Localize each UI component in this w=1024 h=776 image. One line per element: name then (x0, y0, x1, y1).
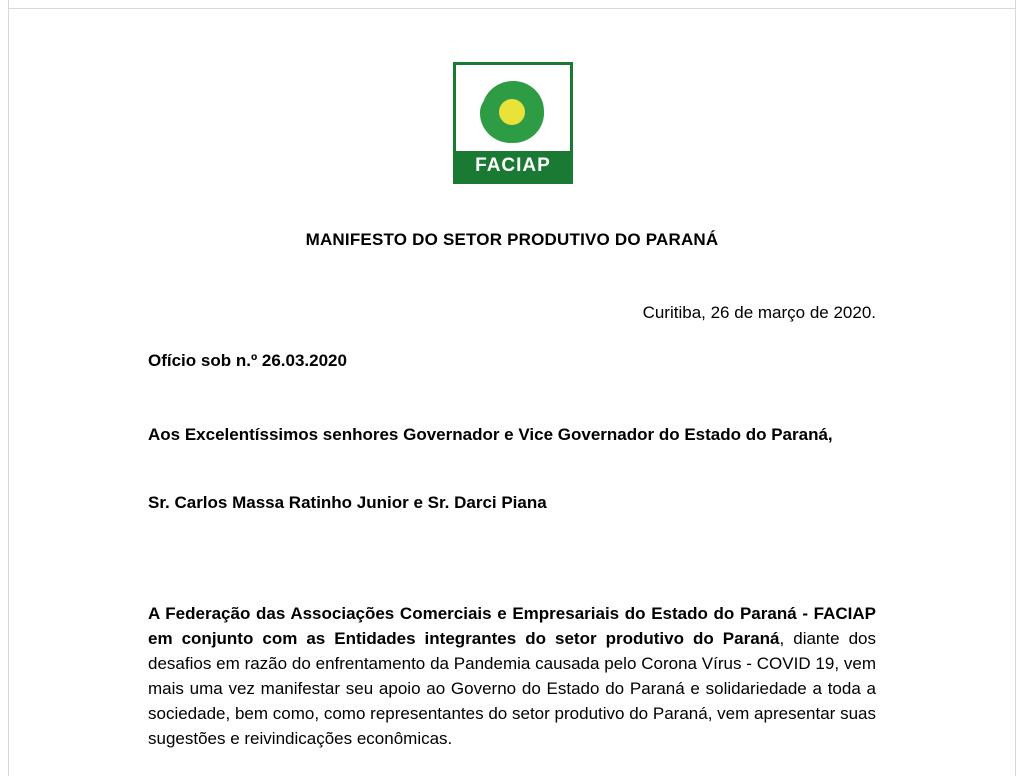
logo-frame (453, 62, 573, 184)
swirl-icon (476, 79, 550, 147)
page-title: MANIFESTO DO SETOR PRODUTIVO DO PARANÁ (305, 230, 719, 249)
addressee-names: Sr. Carlos Massa Ratinho Junior e Sr. Darci Piana (148, 493, 547, 512)
paragraph-rest: , diante dos desafios em razão do enfrentamento da Pandemia causada pelo Corona Vírus - COVID 19, vem mais uma vez manifestar seu apoio ao Governo do Estado do Paraná e solidariedade a toda a sociedade, bem como, como representantes do setor produtivo do Paraná, vem apresentar suas sugestões e reivindicações econômicas. (148, 629, 876, 748)
oficio-number: Ofício sob n.º 26.03.2020 (148, 351, 347, 370)
logo-brand-text: FACIAP (456, 151, 570, 181)
page-edge-left (8, 0, 9, 776)
addressee-line: Aos Excelentíssimos senhores Governador e Vice Governador do Estado do Paraná, (148, 425, 833, 444)
page-edge-top (8, 8, 1016, 9)
page-edge-right (1015, 0, 1016, 776)
city-date-line: Curitiba, 26 de março de 2020. (642, 303, 876, 322)
body-paragraph (148, 601, 876, 751)
paragraph-bold-lead: A Federação das Associações Comerciais e Empresariais do Estado do Paraná - FACIAP em conjunto com as Entidades integrantes do setor produtivo do Paraná (148, 604, 876, 648)
faciap-logo (453, 62, 573, 184)
